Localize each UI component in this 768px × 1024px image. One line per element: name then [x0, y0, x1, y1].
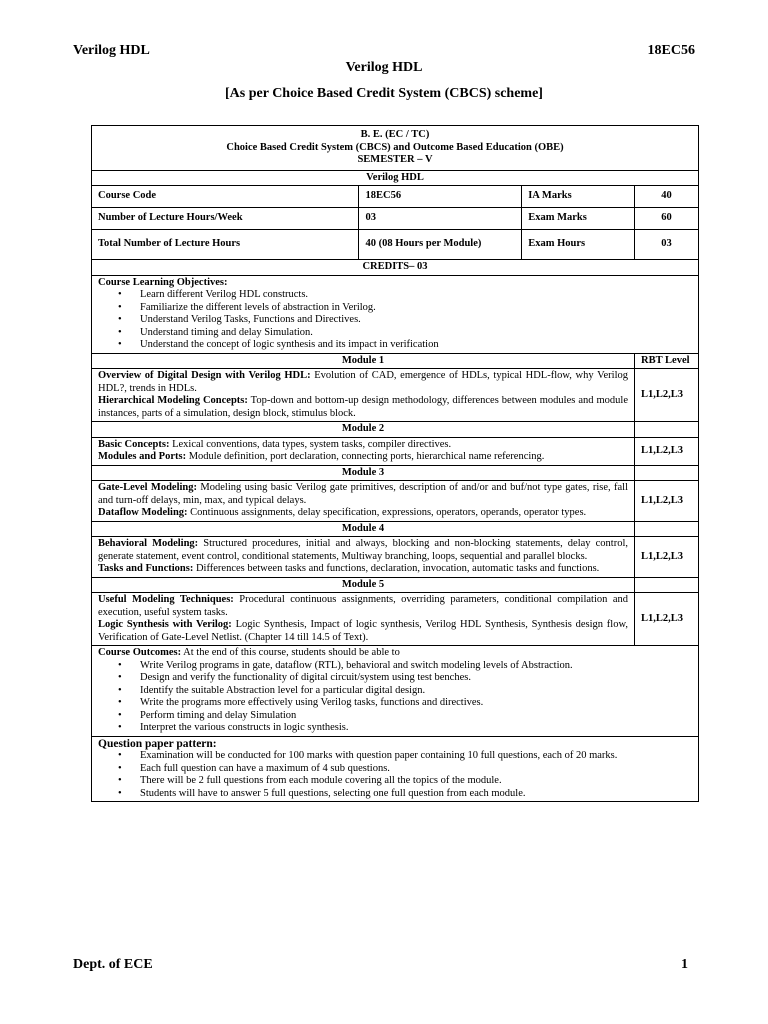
info-value: 03 [359, 208, 522, 230]
topic-head: Logic Synthesis with Verilog: [98, 619, 232, 630]
rbt-header: RBT Level [635, 353, 699, 369]
list-item: • Examination will be conducted for 100 marks with question paper containing 10 full questions, each of 20 marks. [140, 750, 692, 763]
header-right: 18EC56 [647, 43, 695, 58]
info-row [92, 186, 699, 208]
topic-text: Top-down and bottom-up design methodology, differences between modules and module instances, parts of a simulation, design block, stimulus block. [98, 395, 628, 419]
semester: SEMESTER – V [357, 154, 433, 165]
topic-text: Module definition, port declaration, connecting ports, hierarchical name referencing. [186, 451, 545, 462]
header-left: Verilog HDL [73, 43, 150, 58]
list-item: • Learn different Verilog HDL constructs. [140, 289, 692, 302]
topic-text: Logic Synthesis, Impact of logic synthesis, Verilog HDL Synthesis, Synthesis design flow, Verification of Gate-Level Netlist. (Chapter 14 till 14.5 of Text). [98, 619, 628, 643]
rbt-level: L1,L2,L3 [635, 437, 699, 465]
module-body [92, 537, 699, 578]
topic-head: Dataflow Modeling: [98, 507, 188, 518]
info-value: 40 [635, 186, 699, 208]
topic-head: Behavioral Modeling: [98, 538, 199, 549]
objectives-row [92, 275, 699, 353]
topic-head: Overview of Digital Design with Verilog HDL: [98, 370, 311, 381]
info-label: Exam Marks [522, 208, 635, 230]
info-label: Number of Lecture Hours/Week [92, 208, 359, 230]
topic-head: Useful Modeling Techniques: [98, 594, 234, 605]
qp-list [98, 750, 692, 800]
list-item: • Students will have to answer 5 full questions, selecting one full question from each module. [140, 788, 692, 801]
objectives-list [98, 289, 692, 352]
info-value: 40 (08 Hours per Module) [359, 230, 522, 260]
rbt-level: L1,L2,L3 [635, 593, 699, 646]
topic-text: Procedural continuous assignments, overriding parameters, conditional compilation and execution, useful system tasks. [98, 594, 629, 618]
list-item: • Understand the concept of logic synthesis and its impact in verification [140, 339, 692, 352]
module-title: Module 1 [92, 353, 635, 369]
program: B. E. (EC / TC) [360, 129, 430, 140]
page-number: 1 [681, 957, 688, 972]
module-body [92, 437, 699, 465]
qp-title: Question paper pattern: [98, 737, 217, 750]
list-item: • Write Verilog programs in gate, dataflow (RTL), behavioral and switch modeling levels of Abstraction. [140, 660, 692, 673]
module-body [92, 481, 699, 522]
list-item: • Identify the suitable Abstraction level for a particular digital design. [140, 685, 692, 698]
list-item: • Interpret the various constructs in logic synthesis. [140, 722, 692, 735]
module-header [92, 577, 699, 593]
list-item: • Understand Verilog Tasks, Functions and Directives. [140, 314, 692, 327]
footer-left: Dept. of ECE [73, 957, 153, 972]
topic-head: Tasks and Functions: [98, 563, 194, 574]
outcomes-title: Course Outcomes: [98, 647, 182, 658]
page-title: Verilog HDL [345, 60, 423, 75]
list-item: • Perform timing and delay Simulation [140, 710, 692, 723]
info-label: Course Code [92, 186, 359, 208]
rbt-level: L1,L2,L3 [635, 369, 699, 422]
program-row [92, 126, 699, 171]
topic-text: Continuous assignments, delay specification, expressions, operators, operands, operator types. [187, 507, 587, 518]
module-title: Module 2 [92, 422, 635, 438]
list-item: • Each full question can have a maximum of 4 sub questions. [140, 763, 692, 776]
outcomes-row [92, 646, 699, 737]
list-item: • There will be 2 full questions from each module covering all the topics of the module. [140, 775, 692, 788]
module-body [92, 369, 699, 422]
module-header [92, 465, 699, 481]
topic-text: Evolution of CAD, emergence of HDLs, typical HDL-flow, why Verilog HDL?, trends in HDLs. [98, 370, 629, 394]
topic-head: Gate-Level Modeling: [98, 482, 198, 493]
module-title: Module 4 [92, 521, 635, 537]
question-pattern-row [92, 736, 699, 802]
credits: CREDITS– 03 [92, 260, 699, 276]
topic-text: Modeling using basic Verilog gate primitives, description of and/or and buf/not type gates, rise, fall and turn-off delays, min, max, and typical delays. [98, 482, 628, 506]
module-body [92, 593, 699, 646]
topic-head: Hierarchical Modeling Concepts: [98, 395, 248, 406]
list-item: • Understand timing and delay Simulation. [140, 327, 692, 340]
info-value: 03 [635, 230, 699, 260]
module-header [92, 422, 699, 438]
subject-name: Verilog HDL [92, 170, 699, 186]
info-label: Total Number of Lecture Hours [92, 230, 359, 260]
page-subtitle: [As per Choice Based Credit System (CBCS) scheme] [225, 86, 543, 101]
topic-head: Modules and Ports: [98, 451, 187, 462]
outcomes-list [98, 660, 692, 735]
module-title: Module 3 [92, 465, 635, 481]
topic-head: Basic Concepts: [98, 438, 170, 450]
topic-text: Differences between tasks and functions, declaration, invocation, automatic tasks and functions. [193, 563, 600, 574]
rbt-level: L1,L2,L3 [635, 537, 699, 578]
info-value: 18EC56 [359, 186, 522, 208]
info-label: IA Marks [522, 186, 635, 208]
scheme: Choice Based Credit System (CBCS) and Outcome Based Education (OBE) [226, 141, 564, 153]
rbt-level: L1,L2,L3 [635, 481, 699, 522]
list-item: • Write the programs more effectively using Verilog tasks, functions and directives. [140, 697, 692, 710]
info-row [92, 208, 699, 230]
info-label: Exam Hours [522, 230, 635, 260]
info-value: 60 [635, 208, 699, 230]
objectives-title: Course Learning Objectives: [98, 276, 228, 288]
module-header [92, 521, 699, 537]
module-title: Module 5 [92, 577, 635, 593]
list-item: • Design and verify the functionality of digital circuit/system using test benches. [140, 672, 692, 685]
module-header [92, 353, 699, 369]
syllabus-table [91, 125, 699, 802]
topic-text: Structured procedures, initial and always, blocking and non-blocking statements, delay control, generate statement, event control, conditional statements, Multiway branching, loops, sequential and parallel blocks. [98, 538, 628, 562]
info-row [92, 230, 699, 260]
outcomes-intro: At the end of this course, students should be able to [181, 647, 400, 658]
list-item: • Familiarize the different levels of abstraction in Verilog. [140, 302, 692, 315]
topic-text: Lexical conventions, data types, system tasks, compiler directives. [169, 438, 452, 450]
